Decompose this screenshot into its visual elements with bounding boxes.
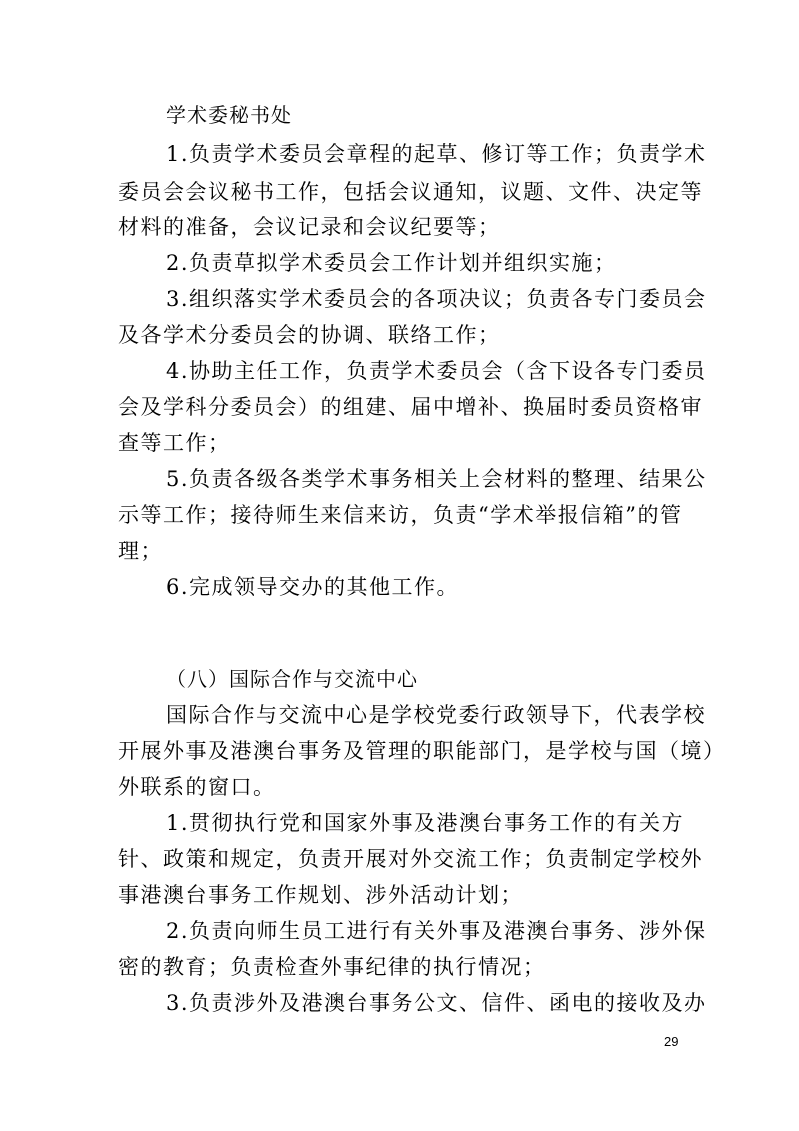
paragraph-line: 及各学术分委员会的协调、联络工作； — [118, 323, 501, 347]
paragraph-line: 密的教育；负责检查外事纪律的执行情况； — [118, 955, 546, 979]
paragraph-line: 开展外事及港澳台事务及管理的职能部门，是学校与国（境） — [118, 739, 726, 763]
paragraph-line: 2.负责草拟学术委员会工作计划并组织实施； — [166, 251, 617, 275]
paragraph-line: 1.贯彻执行党和国家外事及港澳台事务工作的有关方 — [166, 811, 685, 835]
section-title-international-center: （八）国际合作与交流中心 — [166, 667, 418, 691]
paragraph-line: 查等工作； — [118, 431, 231, 455]
paragraph-line: 会及学科分委员会）的组建、届中增补、换届时委员资格审 — [118, 395, 703, 419]
section-title-academic-secretariat: 学术委秘书处 — [166, 103, 292, 127]
page-number: 29 — [664, 1034, 679, 1049]
paragraph-line: 国际合作与交流中心是学校党委行政领导下，代表学校 — [166, 703, 706, 727]
paragraph-line: 3.组织落实学术委员会的各项决议；负责各专门委员会 — [166, 287, 707, 311]
paragraph-line: 外联系的窗口。 — [118, 775, 276, 799]
paragraph-line: 委员会会议秘书工作，包括会议通知，议题、文件、决定等 — [118, 180, 703, 204]
paragraph-line: 1.负责学术委员会章程的起草、修订等工作；负责学术 — [166, 142, 707, 166]
paragraph-line: 针、政策和规定，负责开展对外交流工作；负责制定学校外 — [118, 847, 703, 871]
paragraph-line: 事港澳台事务工作规划、涉外活动计划； — [118, 883, 523, 907]
paragraph-line: 示等工作；接待师生来信来访，负责“学术举报信箱”的管 — [118, 503, 683, 527]
paragraph-line: 2.负责向师生员工进行有关外事及港澳台事务、涉外保 — [166, 919, 707, 943]
paragraph-line: 5.负责各级各类学术事务相关上会材料的整理、结果公 — [166, 467, 707, 491]
paragraph-line: 理； — [118, 539, 163, 563]
paragraph-line: 4.协助主任工作，负责学术委员会（含下设各专门委员 — [166, 359, 707, 383]
paragraph-line: 3.负责涉外及港澳台事务公文、信件、函电的接收及办 — [166, 991, 707, 1015]
paragraph-line: 6.完成领导交办的其他工作。 — [166, 575, 460, 599]
paragraph-line: 材料的准备，会议记录和会议纪要等； — [118, 215, 501, 239]
